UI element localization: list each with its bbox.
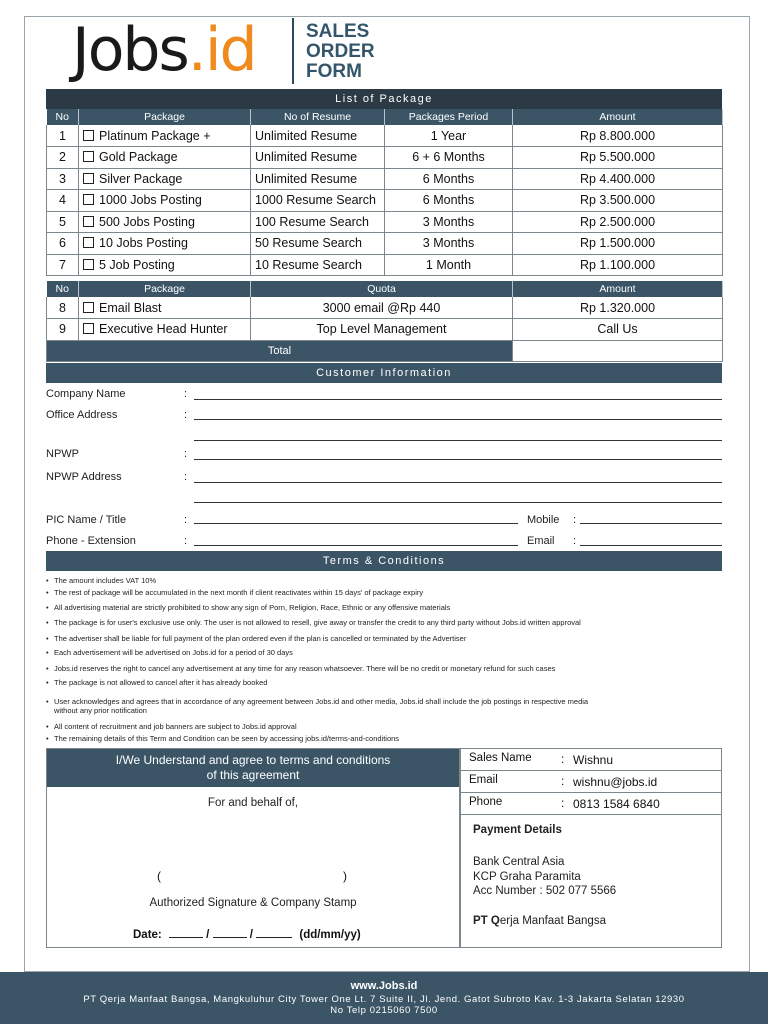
payment-details-title: Payment Details: [473, 824, 562, 836]
sales-phone-row: [461, 793, 721, 815]
jobs-id-logo: Jobs.id: [72, 15, 256, 85]
row-package: Platinum Package +: [79, 125, 251, 147]
colon: :: [184, 535, 188, 547]
row-resume: Unlimited Resume: [251, 147, 385, 169]
row-resume: 100 Resume Search: [251, 211, 385, 233]
package-checkbox[interactable]: [83, 302, 94, 313]
row-period: 3 Months: [385, 233, 513, 255]
office-address-field[interactable]: [194, 419, 722, 420]
table-row: [47, 190, 723, 212]
sales-name-value: Wishnu: [573, 753, 614, 767]
row-resume: 50 Resume Search: [251, 233, 385, 255]
date-year-field[interactable]: [256, 937, 292, 938]
row-package: 5 Job Posting: [79, 254, 251, 276]
package-checkbox[interactable]: [83, 323, 94, 334]
total-row: [47, 340, 723, 362]
row-package: Executive Head Hunter: [79, 319, 251, 341]
col-header-no: No: [47, 281, 79, 297]
sales-name-label: Sales Name: [469, 752, 532, 764]
footer-phone: No Telp 0215060 7500: [330, 1005, 438, 1016]
row-period: 1 Year: [385, 125, 513, 147]
row-amount: Rp 3.500.000: [513, 190, 723, 212]
colon: :: [184, 448, 188, 460]
row-period: 6 Months: [385, 190, 513, 212]
office-address-label: Office Address: [46, 409, 118, 421]
colon: :: [184, 471, 188, 483]
col-header-period: Packages Period: [385, 109, 513, 125]
package-checkbox[interactable]: [83, 151, 94, 162]
footer: [0, 972, 768, 1024]
company-name-label: Company Name: [46, 388, 126, 400]
total-amount-field[interactable]: [513, 340, 723, 362]
row-amount: Rp 1.500.000: [513, 233, 723, 255]
row-no: 1: [47, 125, 79, 147]
pic-name-label: PIC Name / Title: [46, 514, 127, 526]
col-header-resume: No of Resume: [251, 109, 385, 125]
mobile-label: Mobile: [527, 514, 560, 526]
sales-box: [460, 748, 722, 948]
row-package: Email Blast: [79, 297, 251, 319]
col-header-amount: Amount: [513, 281, 723, 297]
form-title: SALES ORDER FORM: [306, 21, 375, 82]
row-package: 10 Jobs Posting: [79, 233, 251, 255]
table-row: [47, 147, 723, 169]
row-resume: 1000 Resume Search: [251, 190, 385, 212]
row-resume: 10 Resume Search: [251, 254, 385, 276]
npwp-label: NPWP: [46, 448, 79, 460]
package-checkbox[interactable]: [83, 130, 94, 141]
date-row: Date: / / (dd/mm/yy): [133, 929, 361, 941]
table-row: [47, 125, 723, 147]
payment-bank: Bank Central Asia: [473, 856, 565, 868]
signature-label: Authorized Signature & Company Stamp: [149, 897, 357, 909]
row-period: 6 + 6 Months: [385, 147, 513, 169]
sales-name-row: [461, 749, 721, 771]
row-amount: Rp 2.500.000: [513, 211, 723, 233]
payment-company: PT Qerja Manfaat Bangsa: [473, 915, 606, 927]
agreement-header: I/We Understand and agree to terms and conditions of this agreement: [47, 749, 459, 787]
pic-name-field[interactable]: [194, 523, 518, 524]
col-header-package: Package: [79, 281, 251, 297]
row-package: Silver Package: [79, 168, 251, 190]
company-name-field[interactable]: [194, 399, 722, 400]
mobile-field[interactable]: [580, 523, 722, 524]
extra-table-header: [47, 281, 723, 297]
row-package: 1000 Jobs Posting: [79, 190, 251, 212]
package-table-header: [47, 109, 723, 125]
sales-email-label: Email: [469, 774, 498, 786]
phone-ext-field[interactable]: [194, 545, 518, 546]
package-checkbox[interactable]: [83, 194, 94, 205]
row-period: 3 Months: [385, 211, 513, 233]
colon: :: [184, 388, 188, 400]
table-row: [47, 211, 723, 233]
row-amount: Rp 5.500.000: [513, 147, 723, 169]
colon: :: [561, 752, 565, 766]
row-no: 2: [47, 147, 79, 169]
extra-package-table: [46, 281, 723, 362]
phone-ext-label: Phone - Extension: [46, 535, 136, 547]
colon: :: [184, 409, 188, 421]
customer-information-band: Customer Information: [46, 363, 722, 383]
package-checkbox[interactable]: [83, 173, 94, 184]
colon: :: [561, 774, 565, 788]
office-address-field-2[interactable]: [194, 440, 722, 441]
sales-phone-label: Phone: [469, 796, 503, 808]
table-row: [47, 319, 723, 341]
package-checkbox[interactable]: [83, 237, 94, 248]
behalf-text: For and behalf of,: [207, 797, 299, 809]
npwp-address-label: NPWP Address: [46, 471, 122, 483]
signature-paren-open: (: [157, 869, 161, 883]
row-amount: Rp 1.100.000: [513, 254, 723, 276]
row-package: Gold Package: [79, 147, 251, 169]
colon: :: [573, 514, 577, 526]
col-header-package: Package: [79, 109, 251, 125]
package-checkbox[interactable]: [83, 259, 94, 270]
table-row: [47, 168, 723, 190]
total-label: Total: [47, 340, 513, 362]
npwp-address-field[interactable]: [194, 482, 722, 483]
colon: :: [573, 535, 577, 547]
row-no: 9: [47, 319, 79, 341]
npwp-field[interactable]: [194, 459, 722, 460]
payment-branch: KCP Graha Paramita: [473, 871, 581, 883]
footer-address: PT Qerja Manfaat Bangsa, Mangkuluhur City Tower One Lt. 7 Suite II, Jl. Jend. Gatot Subroto Kav. 1-3 Jakarta Selatan 12930: [83, 994, 685, 1005]
row-quota: 3000 email @Rp 440: [251, 297, 513, 319]
date-month-field[interactable]: [213, 937, 247, 938]
row-period: 6 Months: [385, 168, 513, 190]
footer-website: www.Jobs.id: [350, 980, 418, 992]
logo-divider: [292, 18, 294, 84]
col-header-quota: Quota: [251, 281, 513, 297]
table-row: [47, 233, 723, 255]
colon: :: [561, 796, 565, 810]
table-row: [47, 297, 723, 319]
row-quota: Top Level Management: [251, 319, 513, 341]
row-no: 6: [47, 233, 79, 255]
sales-email-value: wishnu@jobs.id: [573, 775, 658, 789]
row-resume: Unlimited Resume: [251, 168, 385, 190]
date-day-field[interactable]: [169, 937, 203, 938]
email-field[interactable]: [580, 545, 722, 546]
row-amount: Rp 8.800.000: [513, 125, 723, 147]
row-amount: Call Us: [513, 319, 723, 341]
sales-email-row: [461, 771, 721, 793]
row-no: 5: [47, 211, 79, 233]
col-header-amount: Amount: [513, 109, 723, 125]
npwp-address-field-2[interactable]: [194, 502, 722, 503]
payment-account: Acc Number : 502 077 5566: [473, 885, 617, 897]
package-table: [46, 109, 723, 276]
row-no: 7: [47, 254, 79, 276]
col-header-no: No: [47, 109, 79, 125]
list-of-package-band: List of Package: [46, 89, 722, 109]
row-package: 500 Jobs Posting: [79, 211, 251, 233]
email-label: Email: [527, 535, 555, 547]
table-row: [47, 254, 723, 276]
terms-band: Terms & Conditions: [46, 551, 722, 571]
package-checkbox[interactable]: [83, 216, 94, 227]
row-no: 8: [47, 297, 79, 319]
colon: :: [184, 514, 188, 526]
row-amount: Rp 4.400.000: [513, 168, 723, 190]
row-no: 4: [47, 190, 79, 212]
signature-paren-close: ): [343, 869, 347, 883]
agreement-box: [46, 748, 460, 948]
row-resume: Unlimited Resume: [251, 125, 385, 147]
row-period: 1 Month: [385, 254, 513, 276]
sales-phone-value: 0813 1584 6840: [573, 797, 660, 811]
row-no: 3: [47, 168, 79, 190]
row-amount: Rp 1.320.000: [513, 297, 723, 319]
